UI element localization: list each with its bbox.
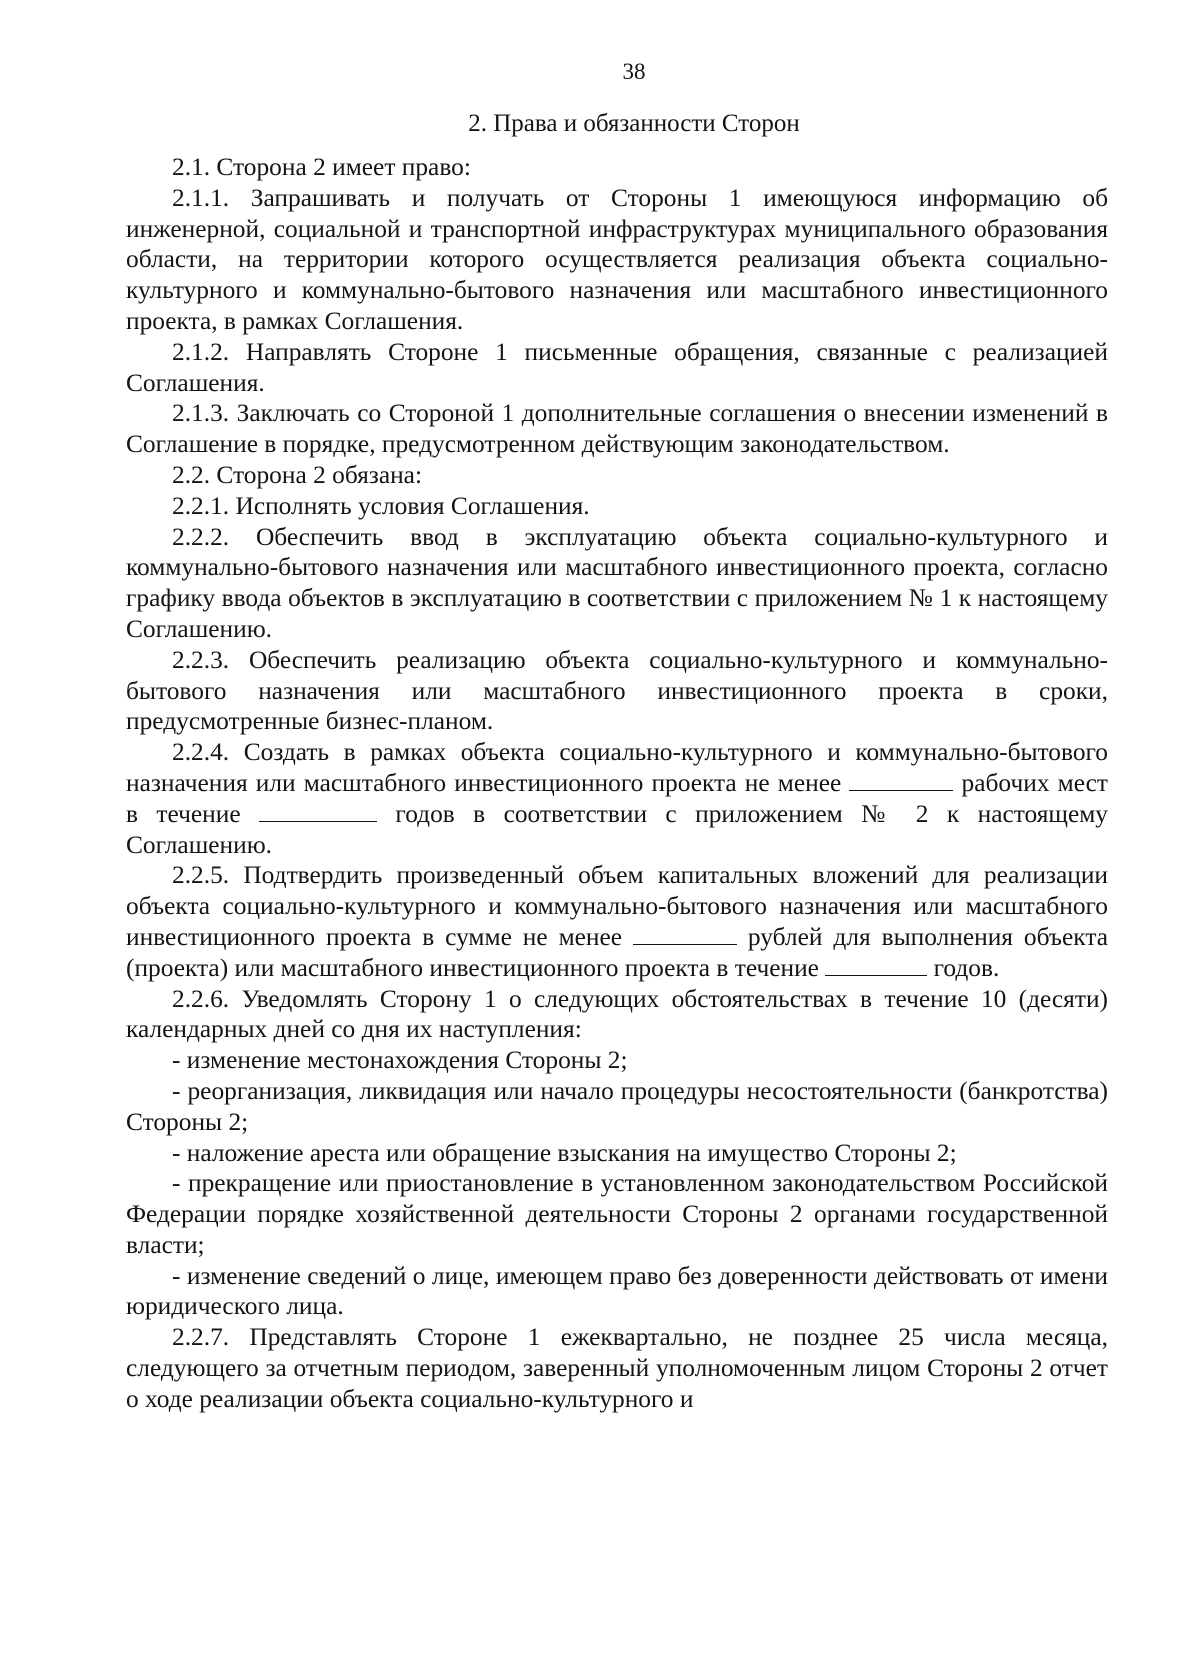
- list-item: - реорганизация, ликвидация или начало процедуры несостоятельности (банкротства) Стороны 2;: [126, 1076, 1108, 1136]
- paragraph-2-2-2: 2.2.2. Обеспечить ввод в эксплуатацию объекта социально-культурного и коммунально-бытового назначения или масштабного инвестиционного проекта, согласно графику ввода объектов в эксплуатацию в соответствии с приложением № 1 к настоящему Соглашению.: [126, 522, 1108, 643]
- list-item: - изменение сведений о лице, имеющем право без доверенности действовать от имени юридического лица.: [126, 1261, 1108, 1321]
- list-item: - изменение местонахождения Стороны 2;: [172, 1046, 628, 1075]
- paragraph-2-2-7: 2.2.7. Представлять Стороне 1 ежеквартально, не позднее 25 числа месяца, следующего за отчетным периодом, заверенный уполномоченным лицом Стороны 2 отчет о ходе реализации объекта социально-культурного и: [126, 1323, 1108, 1413]
- paragraph-2-1: 2.1. Сторона 2 имеет право:: [172, 153, 471, 181]
- blank-field-years: [259, 801, 377, 822]
- blank-field-jobs: [849, 770, 953, 791]
- paragraph-2-2-6: 2.2.6. Уведомлять Сторону 1 о следующих обстоятельствах в течение 10 (десяти) календарных дней со дня их наступления:: [126, 984, 1108, 1044]
- section-title: 2. Права и обязанности Сторон: [468, 110, 800, 137]
- list-item: - прекращение или приостановление в установленном законодательством Российской Федерации порядке хозяйственной деятельности Стороны 2 органами государственной власти;: [126, 1169, 1108, 1259]
- paragraph-2-1-2: 2.1.2. Направлять Стороне 1 письменные обращения, связанные с реализацией Соглашения.: [126, 337, 1108, 397]
- blank-field-amount: [633, 924, 737, 945]
- paragraph-2-2-5-text-3: годов.: [927, 953, 1000, 982]
- page-number: 38: [622, 59, 646, 84]
- list-item: - наложение ареста или обращение взыскания на имущество Стороны 2;: [172, 1138, 957, 1167]
- paragraph-2-2-5: [126, 860, 1108, 983]
- paragraph-2-1-1: 2.1.1. Запрашивать и получать от Стороны 1 имеющуюся информацию об инженерной, социальной и транспортной инфраструктурах муниципального образования области, на территории которого осуществляется реализация объекта социально-культурного и коммунально-бытового назначения или масштабного инвестиционного проекта, в рамках Соглашения.: [126, 183, 1108, 335]
- blank-field-period: [825, 955, 927, 976]
- paragraph-2-2-5-text-1: 2.2.5. Подтвердить произведенный объем капитальных вложений для реализации объекта социально-культурного и коммунально-бытового назначения или масштабного инвестиционного проекта в сумме не менее: [126, 861, 1108, 951]
- paragraph-2-2-4-text-1: 2.2.4. Создать в рамках объекта социально-культурного и коммунально-бытового назначения или масштабного инвестиционного проекта не менее: [126, 738, 1108, 797]
- paragraph-2-2-3: 2.2.3. Обеспечить реализацию объекта социально-культурного и коммунально-бытового назначения или масштабного инвестиционного проекта в сроки, предусмотренные бизнес-планом.: [126, 645, 1108, 736]
- paragraph-2-2-4-text-3: годов в соответствии с приложением № 2 к настоящему Соглашению.: [126, 799, 1108, 859]
- paragraph-2-2-4-text-2: рабочих мест в течение: [126, 768, 1108, 828]
- paragraph-2-1-3: 2.1.3. Заключать со Стороной 1 дополнительные соглашения о внесении изменений в Соглашение в порядке, предусмотренном действующим законодательством.: [126, 399, 1108, 459]
- paragraph-2-2-1: 2.2.1. Исполнять условия Соглашения.: [172, 491, 590, 520]
- paragraph-2-2-4: [126, 737, 1108, 860]
- paragraph-2-2: 2.2. Сторона 2 обязана:: [172, 460, 423, 489]
- paragraph-2-2-5-text-2: рублей для выполнения объекта (проекта) или масштабного инвестиционного проекта в течение: [126, 922, 1108, 982]
